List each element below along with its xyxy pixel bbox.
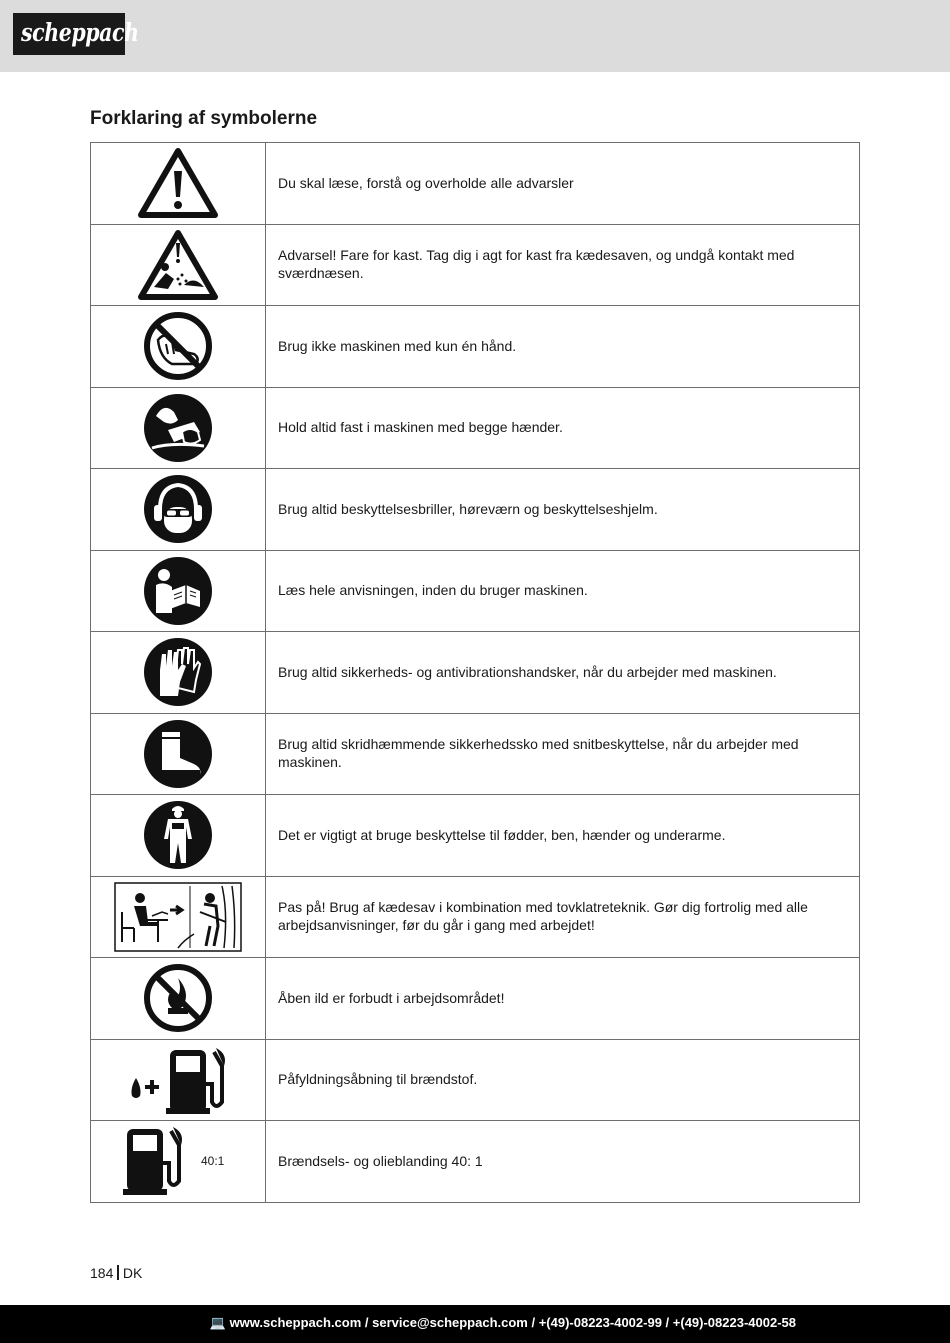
two-hands-icon [142, 392, 214, 464]
fuel-ratio-label: 40:1 [201, 1154, 225, 1168]
contact-line: 💻 www.scheppach.com / service@scheppach.com / +(49)-08223-4002-99 / +(49)-08223-4002-58 [209, 1315, 796, 1330]
safety-boots-icon [142, 718, 214, 790]
read-manual-icon [142, 555, 214, 627]
table-row [91, 1121, 860, 1203]
table-row [91, 958, 860, 1040]
row-text: Brug altid beskyttelsesbriller, høreværn og beskyttelseshjelm. [266, 469, 860, 551]
row-text: Brug altid skridhæmmende sikkerhedssko med snitbeskyttelse, når du arbejder med maskinen. [266, 713, 860, 795]
row-text: Du skal læse, forstå og overholde alle advarsler [266, 143, 860, 225]
row-text: Læs hele anvisningen, inden du bruger maskinen. [266, 550, 860, 632]
row-text: Hold altid fast i maskinen med begge hænder. [266, 387, 860, 469]
row-text: Påfyldningsåbning til brændstof. [266, 1039, 860, 1121]
table-row [91, 713, 860, 795]
table-row [91, 306, 860, 388]
gloves-icon [142, 636, 214, 708]
row-text: Det er vigtigt at bruge beskyttelse til fødder, ben, hænder og underarme. [266, 795, 860, 877]
row-text: Advarsel! Fare for kast. Tag dig i agt for kast fra kædesaven, og undgå kontakt med sværdnæsen. [266, 224, 860, 306]
kickback-warning-icon [138, 229, 218, 301]
table-row [91, 1039, 860, 1121]
general-warning-icon [138, 147, 218, 219]
table-row [91, 632, 860, 714]
divider [117, 1265, 119, 1280]
page-title: Forklaring af symbolerne [90, 108, 318, 129]
row-text: Brændsels- og olieblanding 40: 1 [266, 1121, 860, 1203]
table-row [91, 224, 860, 306]
row-text: Åben ild er forbudt i arbejdsområdet! [266, 958, 860, 1040]
page-number: 184 DK [90, 1265, 143, 1281]
row-text: Pas på! Brug af kædesav i kombination med tovklatreteknik. Gør dig fortrolig med alle arbejdsanvisninger, før du går i gang med arbejdet! [266, 876, 860, 958]
table-row [91, 550, 860, 632]
no-one-hand-icon [142, 310, 214, 382]
header-bar [0, 0, 950, 72]
row-text: Brug ikke maskinen med kun én hånd. [266, 306, 860, 388]
protective-clothing-icon [142, 799, 214, 871]
scheppach-logo: scheppach [13, 13, 125, 55]
table-row [91, 143, 860, 225]
no-open-fire-icon [142, 962, 214, 1034]
computer-icon: 💻 [209, 1315, 226, 1330]
table-row [91, 469, 860, 551]
protective-gear-icon [142, 473, 214, 545]
table-row [91, 387, 860, 469]
rope-climbing-training-icon [114, 882, 242, 952]
table-row [91, 876, 860, 958]
footer-bar [0, 1305, 950, 1343]
table-row [91, 795, 860, 877]
fuel-filler-icon [126, 1044, 230, 1116]
row-text: Brug altid sikkerheds- og antivibrationshandsker, når du arbejder med maskinen. [266, 632, 860, 714]
symbol-table [90, 142, 860, 1203]
